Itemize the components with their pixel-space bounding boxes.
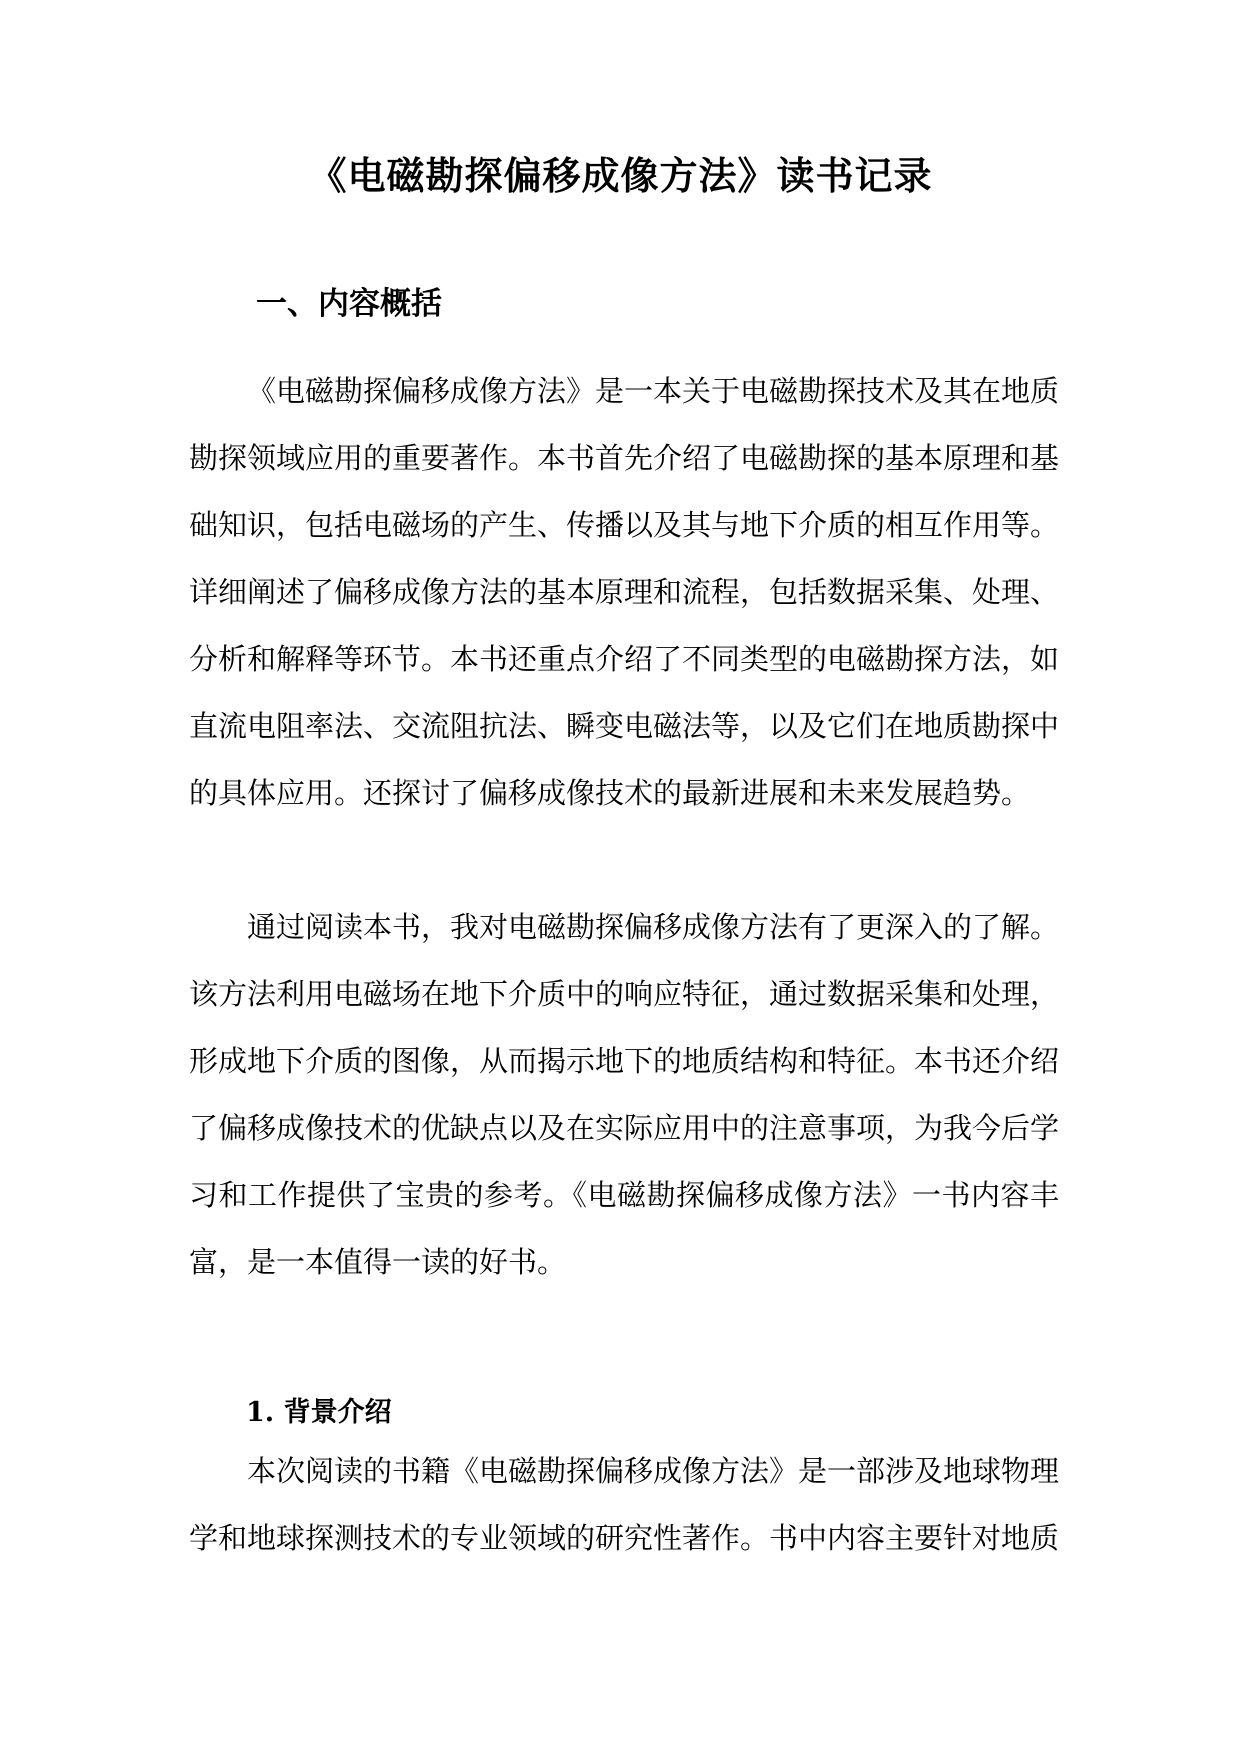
paragraph-line: 本次阅读的书籍《电磁勘探偏移成像方法》是一部涉及地球物理 bbox=[247, 1454, 1060, 1488]
paragraph-line: 直流电阻率法、交流阻抗法、瞬变电磁法等，以及它们在地质勘探中 bbox=[189, 709, 1060, 743]
paragraph-line: 分析和解释等环节。本书还重点介绍了不同类型的电磁勘探方法，如 bbox=[189, 642, 1060, 676]
background-paragraph-1 bbox=[189, 1438, 1059, 1572]
paragraph-line: 础知识，包括电磁场的产生、传播以及其与地下介质的相互作用等。 bbox=[189, 508, 1060, 542]
section-heading-summary: 一、内容概括 bbox=[256, 286, 442, 322]
section-heading-background: 1. 背景介绍 bbox=[246, 1397, 392, 1428]
paragraph-line: 习和工作提供了宝贵的参考。《电磁勘探偏移成像方法》一书内容丰 bbox=[189, 1178, 1059, 1212]
paragraph-line: 勘探领域应用的重要著作。本书首先介绍了电磁勘探的基本原理和基 bbox=[189, 441, 1060, 475]
paragraph-line: 了偏移成像技术的优缺点以及在实际应用中的注意事项，为我今后学 bbox=[189, 1111, 1060, 1145]
paragraph-line: 通过阅读本书，我对电磁勘探偏移成像方法有了更深入的了解。 bbox=[247, 910, 1060, 944]
paragraph-line: 该方法利用电磁场在地下介质中的响应特征，通过数据采集和处理， bbox=[189, 977, 1060, 1011]
paragraph-line: 形成地下介质的图像，从而揭示地下的地质结构和特征。本书还介绍 bbox=[189, 1044, 1060, 1078]
paragraph-line: 详细阐述了偏移成像方法的基本原理和流程，包括数据采集、处理、 bbox=[189, 575, 1060, 609]
paragraph-line: 《电磁勘探偏移成像方法》是一本关于电磁勘探技术及其在地质 bbox=[247, 374, 1060, 408]
paragraph-line: 学和地球探测技术的专业领域的研究性著作。书中内容主要针对地质 bbox=[189, 1521, 1060, 1555]
document-title: 《电磁勘探偏移成像方法》读书记录 bbox=[308, 153, 933, 198]
paragraph-line: 富，是一本值得一读的好书。 bbox=[189, 1245, 567, 1279]
paragraph-line: 的具体应用。还探讨了偏移成像技术的最新进展和未来发展趋势。 bbox=[189, 776, 1031, 810]
summary-paragraph-2 bbox=[189, 894, 1059, 1296]
summary-paragraph-1 bbox=[189, 358, 1059, 827]
